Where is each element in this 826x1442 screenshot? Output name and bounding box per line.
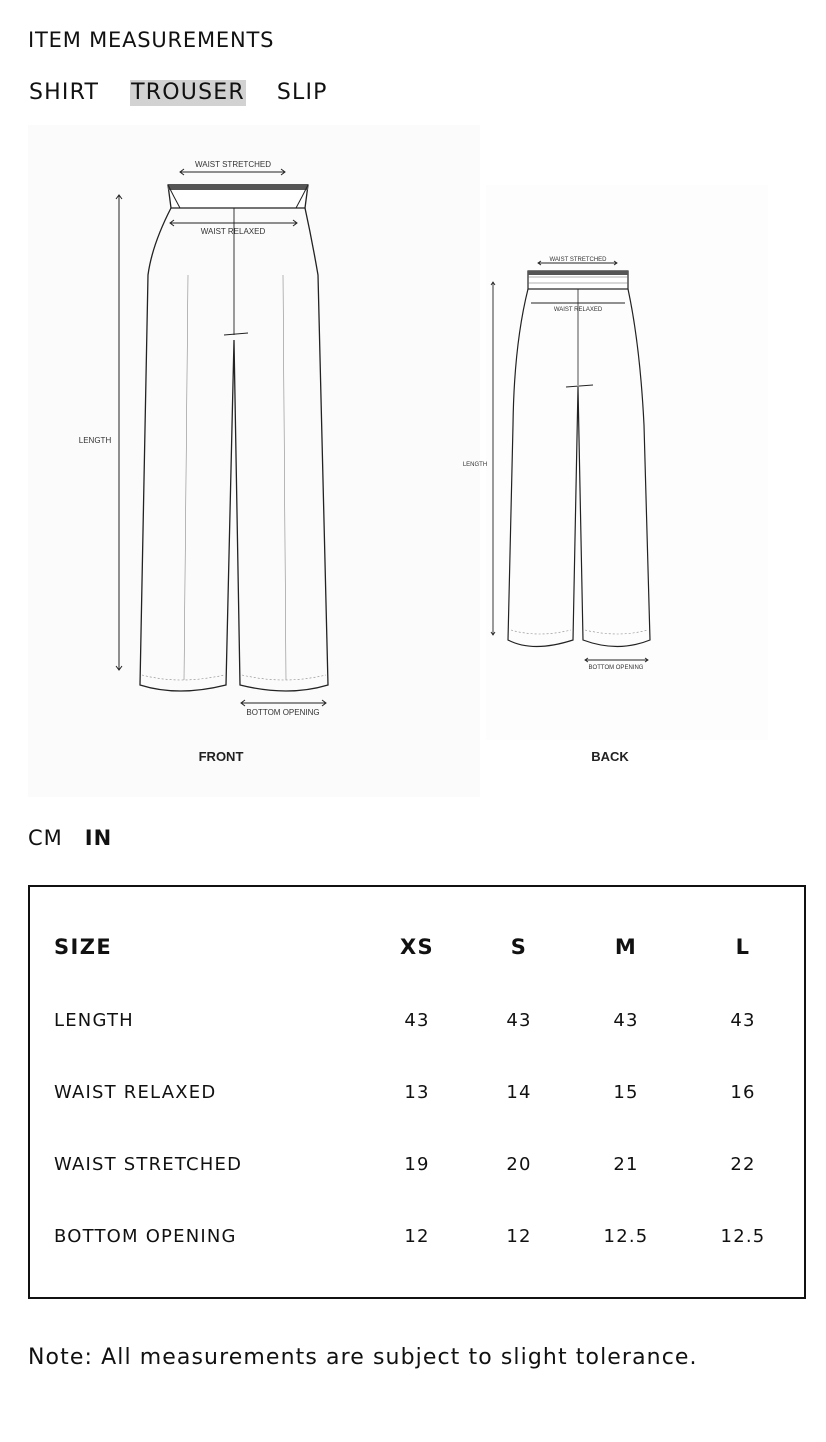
table-row	[30, 1150, 804, 1180]
table-cell: 21	[613, 1154, 639, 1175]
table-cell: 20	[506, 1154, 532, 1175]
back-label-length: LENGTH	[462, 462, 488, 468]
close-icon[interactable]	[786, 0, 814, 6]
tab-trouser[interactable]: TROUSER	[131, 80, 245, 105]
table-cell: 16	[730, 1082, 756, 1103]
table-header-cell: XS	[399, 935, 435, 959]
page-title: ITEM MEASUREMENTS	[28, 28, 275, 52]
table-header-cell: L	[735, 935, 751, 959]
table-header-cell: SIZE	[54, 935, 113, 959]
table-header-cell: S	[510, 935, 528, 959]
garment-tabs	[28, 80, 329, 106]
unit-cm[interactable]: CM	[28, 826, 63, 850]
back-label-waist-relaxed: WAIST RELAXED	[553, 307, 603, 313]
table-cell: 15	[613, 1082, 639, 1103]
table-header-cell: M	[614, 935, 638, 959]
front-label-waist-stretched: WAIST STRETCHED	[194, 160, 272, 169]
trouser-measurement-illustration	[28, 125, 778, 797]
table-cell: 43	[730, 1010, 756, 1031]
tab-shirt[interactable]: SHIRT	[29, 80, 100, 105]
table-header-row	[30, 932, 804, 962]
front-label-bottom-opening: BOTTOM OPENING	[246, 708, 320, 717]
table-row	[30, 1222, 804, 1252]
table-row	[30, 1006, 804, 1036]
unit-in[interactable]: IN	[84, 826, 113, 850]
unit-toggle	[28, 826, 112, 850]
front-label-waist-relaxed: WAIST RELAXED	[200, 227, 266, 236]
table-cell: 43	[613, 1010, 639, 1031]
back-label-bottom-opening: BOTTOM OPENING	[588, 665, 644, 671]
front-caption: FRONT	[198, 749, 244, 764]
back-caption: BACK	[591, 749, 629, 764]
front-label-length: LENGTH	[78, 436, 112, 445]
table-cell: 13	[404, 1082, 430, 1103]
table-row	[30, 1078, 804, 1108]
table-row-label: LENGTH	[54, 1010, 134, 1031]
tab-slip[interactable]: SLIP	[276, 80, 328, 105]
back-label-waist-stretched: WAIST STRETCHED	[549, 257, 607, 263]
tolerance-note: Note: All measurements are subject to slight tolerance.	[28, 1345, 698, 1370]
table-cell: 22	[730, 1154, 756, 1175]
table-cell: 12.5	[603, 1226, 649, 1247]
table-cell: 14	[506, 1082, 532, 1103]
table-cell: 43	[404, 1010, 430, 1031]
table-row-label: BOTTOM OPENING	[54, 1226, 237, 1247]
table-cell: 43	[506, 1010, 532, 1031]
table-row-label: WAIST RELAXED	[54, 1082, 217, 1103]
table-row-label: WAIST STRETCHED	[54, 1154, 243, 1175]
size-table	[28, 885, 806, 1299]
table-cell: 12	[404, 1226, 430, 1247]
table-cell: 12.5	[720, 1226, 766, 1247]
table-cell: 12	[506, 1226, 532, 1247]
table-cell: 19	[404, 1154, 430, 1175]
